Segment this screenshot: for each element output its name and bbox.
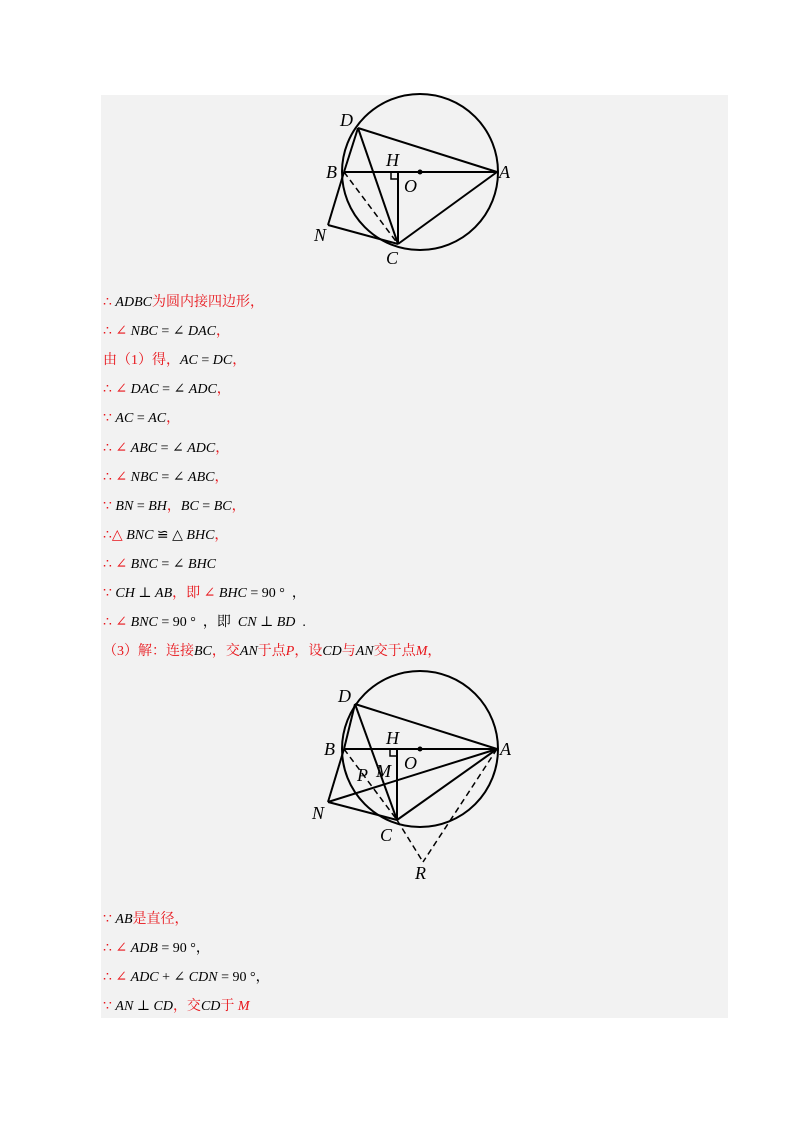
solution-text: ∵ [103, 912, 116, 927]
solution-text: ∴ ∠ [103, 324, 131, 340]
label-A: A [500, 739, 511, 759]
solution-text: = ∠ [157, 469, 189, 485]
solution-text: ⊥ [134, 586, 156, 601]
figure-2 [300, 670, 530, 885]
solution-text: ∵ [103, 999, 116, 1014]
solution-line [103, 350, 246, 372]
solution-text: CDN [188, 970, 218, 985]
solution-text: = 90 ° ， [246, 586, 306, 601]
solution-text: ∵ [103, 498, 116, 514]
solution-text: AN [239, 644, 258, 660]
solution-text: ∴ ∠ [103, 970, 131, 985]
label-B: B [326, 162, 337, 182]
solution-text: 与 [341, 644, 356, 660]
solution-line [103, 938, 210, 960]
solution-text: = 90 °， [157, 941, 210, 956]
solution-text: BC [213, 498, 232, 514]
right-angle-mark [390, 749, 397, 756]
label-A: A [499, 162, 510, 182]
solution-text: ∴ ∠ [103, 382, 131, 398]
solution-text: （3）解：连接 [103, 644, 194, 660]
solution-text: ABC [130, 440, 158, 456]
solution-text: AB [115, 912, 133, 927]
right-angle-mark [391, 172, 398, 179]
solution-text: = [197, 353, 213, 369]
solution-text: ，即 ∠ [172, 586, 219, 601]
solution-text: ∴ ∠ [103, 556, 131, 572]
solution-text: + ∠ [158, 970, 189, 985]
solution-text: BD [276, 615, 296, 631]
solution-line [103, 379, 231, 401]
solution-text: ∴ ∠ [103, 941, 131, 956]
solution-text: . [295, 615, 306, 631]
label-C: C [386, 248, 399, 268]
solution-text: = [133, 498, 149, 514]
label-N: N [314, 225, 327, 245]
solution-line [103, 641, 441, 663]
solution-text: 由（1）得， [103, 353, 180, 369]
solution-text: ⊥ [256, 615, 277, 631]
solution-line [103, 909, 189, 931]
label-O: O [404, 753, 417, 773]
solution-text: DAC [130, 382, 159, 398]
solution-text: BHC [188, 556, 217, 572]
solution-text: BHC [186, 527, 215, 543]
solution-text: ， [216, 382, 231, 398]
solution-text: ， [214, 469, 229, 485]
solution-text: = 90 ° ，即 [157, 615, 238, 631]
solution-text: ∴ ∠ [103, 615, 131, 631]
solution-line [103, 554, 216, 576]
solution-text: BNC [126, 527, 154, 543]
solution-text: ADC [188, 382, 217, 398]
solution-text: ， [214, 527, 229, 543]
label-N: N [312, 803, 325, 823]
solution-text: 交于点 [373, 644, 416, 660]
solution-text: BH [148, 498, 167, 514]
solution-text: ADBC [115, 295, 152, 310]
solution-line [103, 612, 306, 634]
solution-text: 是直径， [132, 912, 189, 927]
solution-text: ， [216, 324, 231, 340]
solution-text: AC [180, 353, 198, 369]
solution-text: = ∠ [157, 556, 189, 572]
solution-text: M [415, 644, 428, 660]
solution-text: 于点 [257, 644, 286, 660]
solution-text: ∵ [103, 411, 116, 427]
solution-text: ∴ ∠ [103, 469, 131, 485]
label-R: R [415, 863, 426, 883]
solution-text: CH [115, 586, 135, 601]
solution-text: = ∠ [157, 324, 189, 340]
solution-text: AB [155, 586, 173, 601]
solution-text: ⊥ [133, 999, 154, 1014]
solution-text: = [133, 411, 149, 427]
solution-text: ， [166, 498, 181, 514]
solution-text: = ∠ [157, 440, 188, 456]
solution-text: ， [232, 353, 247, 369]
label-C: C [380, 825, 393, 845]
solution-text: ADC [187, 440, 216, 456]
center-dot [418, 170, 423, 175]
solution-text: BC [180, 498, 199, 514]
solution-text: BNC [130, 556, 158, 572]
label-P: P [357, 765, 368, 785]
solution-text: CN [237, 615, 257, 631]
label-D: D [340, 110, 353, 130]
solution-line [103, 467, 228, 489]
solution-text: ，交 [172, 999, 201, 1014]
solution-text: ，设 [294, 644, 323, 660]
label-M: M [376, 761, 391, 781]
solution-text: ∵ [103, 586, 116, 601]
solution-text: ∴ ∠ [103, 440, 131, 456]
solution-text: ， [166, 411, 181, 427]
solution-text: ADC [130, 970, 159, 985]
solution-text: ≌ △ [153, 527, 187, 543]
solution-line [103, 408, 180, 430]
solution-text: ，交 [211, 644, 240, 660]
solution-line [103, 321, 230, 343]
solution-text: ∴ [103, 295, 116, 310]
solution-text: CD [322, 644, 342, 660]
figure-1 [300, 100, 530, 270]
solution-text: BN [115, 498, 134, 514]
segment-NC [328, 225, 398, 244]
solution-line [103, 996, 250, 1018]
solution-text: NBC [130, 469, 158, 485]
solution-text: BNC [130, 615, 158, 631]
center-dot [418, 747, 423, 752]
label-B: B [324, 739, 335, 759]
solution-text: AN [115, 999, 134, 1014]
solution-line [103, 525, 228, 547]
solution-text: = 90 °， [217, 970, 270, 985]
solution-text: M [237, 999, 250, 1014]
segment-NC [328, 802, 397, 820]
label-D: D [338, 686, 351, 706]
solution-text: DC [212, 353, 233, 369]
solution-text: NBC [130, 324, 158, 340]
solution-text: 为圆内接四边形， [151, 295, 264, 310]
solution-text: AC [115, 411, 134, 427]
solution-text: ， [215, 440, 230, 456]
solution-text: = [198, 498, 214, 514]
segment-DA [358, 128, 497, 172]
solution-text: AC [148, 411, 167, 427]
solution-line [103, 967, 270, 989]
solution-text: AN [355, 644, 374, 660]
solution-line [103, 438, 229, 460]
solution-text: CD [153, 999, 173, 1014]
solution-text: P [285, 644, 295, 660]
solution-line [103, 583, 306, 605]
solution-text: ， [231, 498, 246, 514]
label-O: O [404, 176, 417, 196]
solution-text: 于 [220, 999, 238, 1014]
solution-text: ， [427, 644, 442, 660]
solution-text: ADB [130, 941, 158, 956]
solution-text: CD [200, 999, 221, 1014]
solution-line [103, 496, 246, 518]
solution-text: BC [194, 644, 212, 660]
solution-line [103, 292, 264, 314]
label-H: H [386, 728, 399, 748]
segment-AR-dashed [423, 749, 497, 862]
solution-text: ABC [188, 469, 215, 485]
segment-DA [355, 704, 497, 749]
solution-text: = ∠ [158, 382, 189, 398]
solution-text: ∴△ [103, 527, 127, 543]
solution-text: DAC [188, 324, 217, 340]
label-H: H [386, 150, 399, 170]
solution-text: BHC [218, 586, 247, 601]
